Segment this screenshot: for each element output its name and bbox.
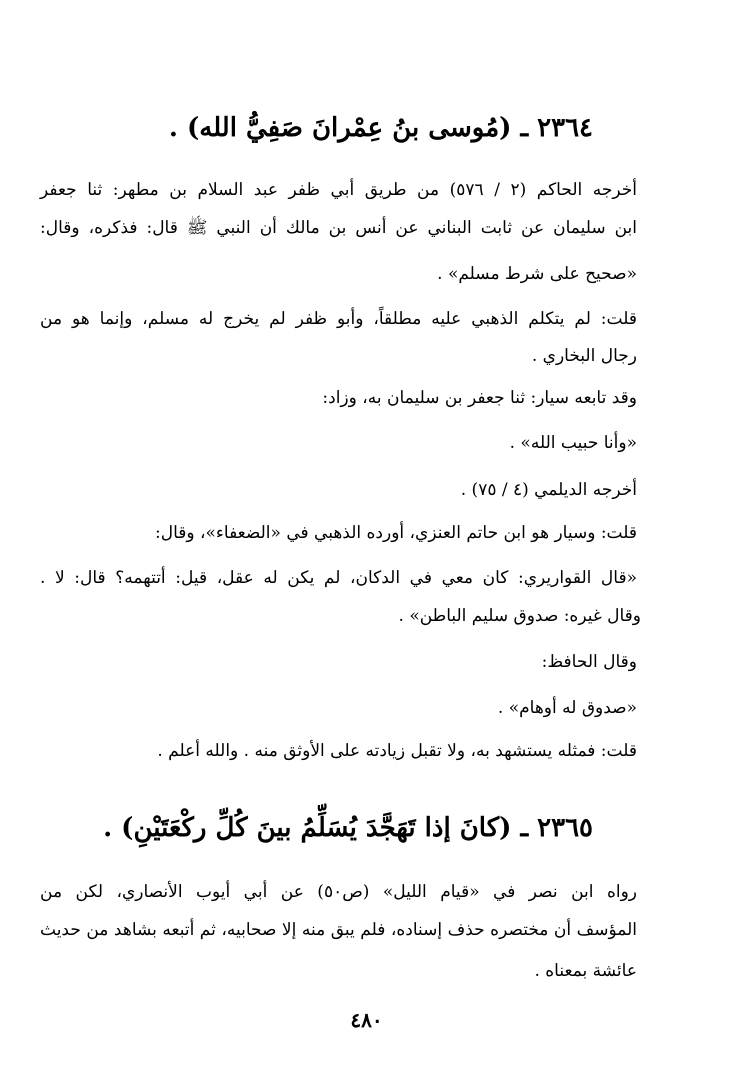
text-line: عائشة بمعناه . xyxy=(534,961,637,981)
hadith-heading-2365: ٢٣٦٥ ـ (كانَ إذا تَهَجَّدَ يُسَلِّمُ بينَ كُلِّ ركْعَتَيْنِ) . xyxy=(103,813,593,843)
text-line: ابن سليمان عن ثابت البناني عن أنس بن مالك أن النبي ﷺ قال: فذكره، وقال: xyxy=(40,218,637,238)
quote-line: «صدوق له أوهام» . xyxy=(497,698,637,718)
text-line: المؤسف أن مختصره حذف إسناده، فلم يبق منه إلا صحابيه، ثم أتبعه بشاهد من حديث xyxy=(40,920,637,940)
text-line: أخرجه الحاكم (٢ / ٥٧٦) من طريق أبي ظفر عبد السلام بن مطهر: ثنا جعفر xyxy=(40,180,637,200)
text-line: رجال البخاري . xyxy=(531,346,637,366)
text-line: أخرجه الديلمي (٤ / ٧٥) . xyxy=(460,480,637,500)
quote-line: وقال غيره: صدوق سليم الباطن» . xyxy=(398,606,641,626)
text-line: قلت: فمثله يستشهد به، ولا تقبل زيادته على الأوثق منه . والله أعلم . xyxy=(157,741,637,761)
quote-line: «وأنا حبيب الله» . xyxy=(509,433,637,453)
quote-line: «صحيح على شرط مسلم» . xyxy=(437,264,637,284)
text-line: قلت: وسيار هو ابن حاتم العنزي، أورده الذهبي في «الضعفاء»، وقال: xyxy=(155,523,637,543)
quote-line: «قال القواريري: كان معي في الدكان، لم يكن له عقل، قيل: أتتهمه؟ قال: لا . xyxy=(40,568,637,588)
text-line: وقال الحافظ: xyxy=(541,652,637,672)
text-line: رواه ابن نصر في «قيام الليل» (ص٥٠) عن أبي أيوب الأنصاري، لكن من xyxy=(40,882,637,902)
text-line: وقد تابعه سيار: ثنا جعفر بن سليمان به، وزاد: xyxy=(322,388,637,408)
text-line: قلت: لم يتكلم الذهبي عليه مطلقاً، وأبو ظفر لم يخرج له مسلم، وإنما هو من xyxy=(40,309,637,329)
page-number: ٤٨٠ xyxy=(350,1008,383,1032)
hadith-heading-2364: ٢٣٦٤ ـ (مُوسى بنُ عِمْرانَ صَفِيُّ الله) . xyxy=(168,113,593,143)
